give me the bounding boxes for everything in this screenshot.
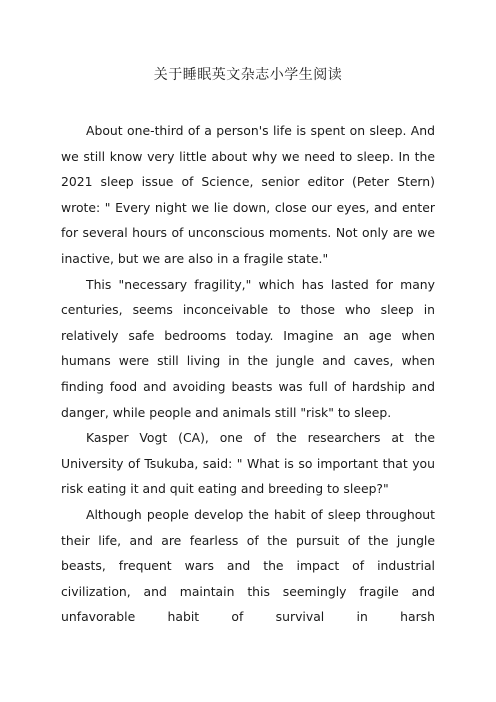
- paragraph-1: About one-third of a person's life is spent on sleep. And we still know very little about why we need to sleep. In the 2021 sleep issue of Science, senior editor (Peter Stern) wrote: " Every night we lie down, close our eyes, and enter for several hours of unconscious moments. Not only are we inactive, but we are also in a fragile state.": [61, 123, 435, 266]
- document-title: 关于睡眠英文杂志小学生阅读: [153, 67, 343, 83]
- paragraph-2: This "necessary fragility," which has lasted for many centuries, seems inconceivable to those who sleep in relatively safe bedrooms today. Imagine an age when humans were still living in the jungle and caves, when finding food and avoiding beasts was full of hardship and danger, while people and animals still "risk" to sleep.: [61, 276, 435, 420]
- document-body: [61, 118, 435, 630]
- paragraph-4: Although people develop the habit of sleep throughout their life, and are fearless of the pursuit of the jungle beasts, frequent wars and the impact of industrial civilization, and maintain this seemingly fragile and unfavorable habit of survival in harsh: [61, 506, 435, 625]
- paragraph-3: Kasper Vogt (CA), one of the researchers at the University of Tsukuba, said: " What is so important that you risk eating it and quit eating and breeding to sleep?": [61, 430, 435, 497]
